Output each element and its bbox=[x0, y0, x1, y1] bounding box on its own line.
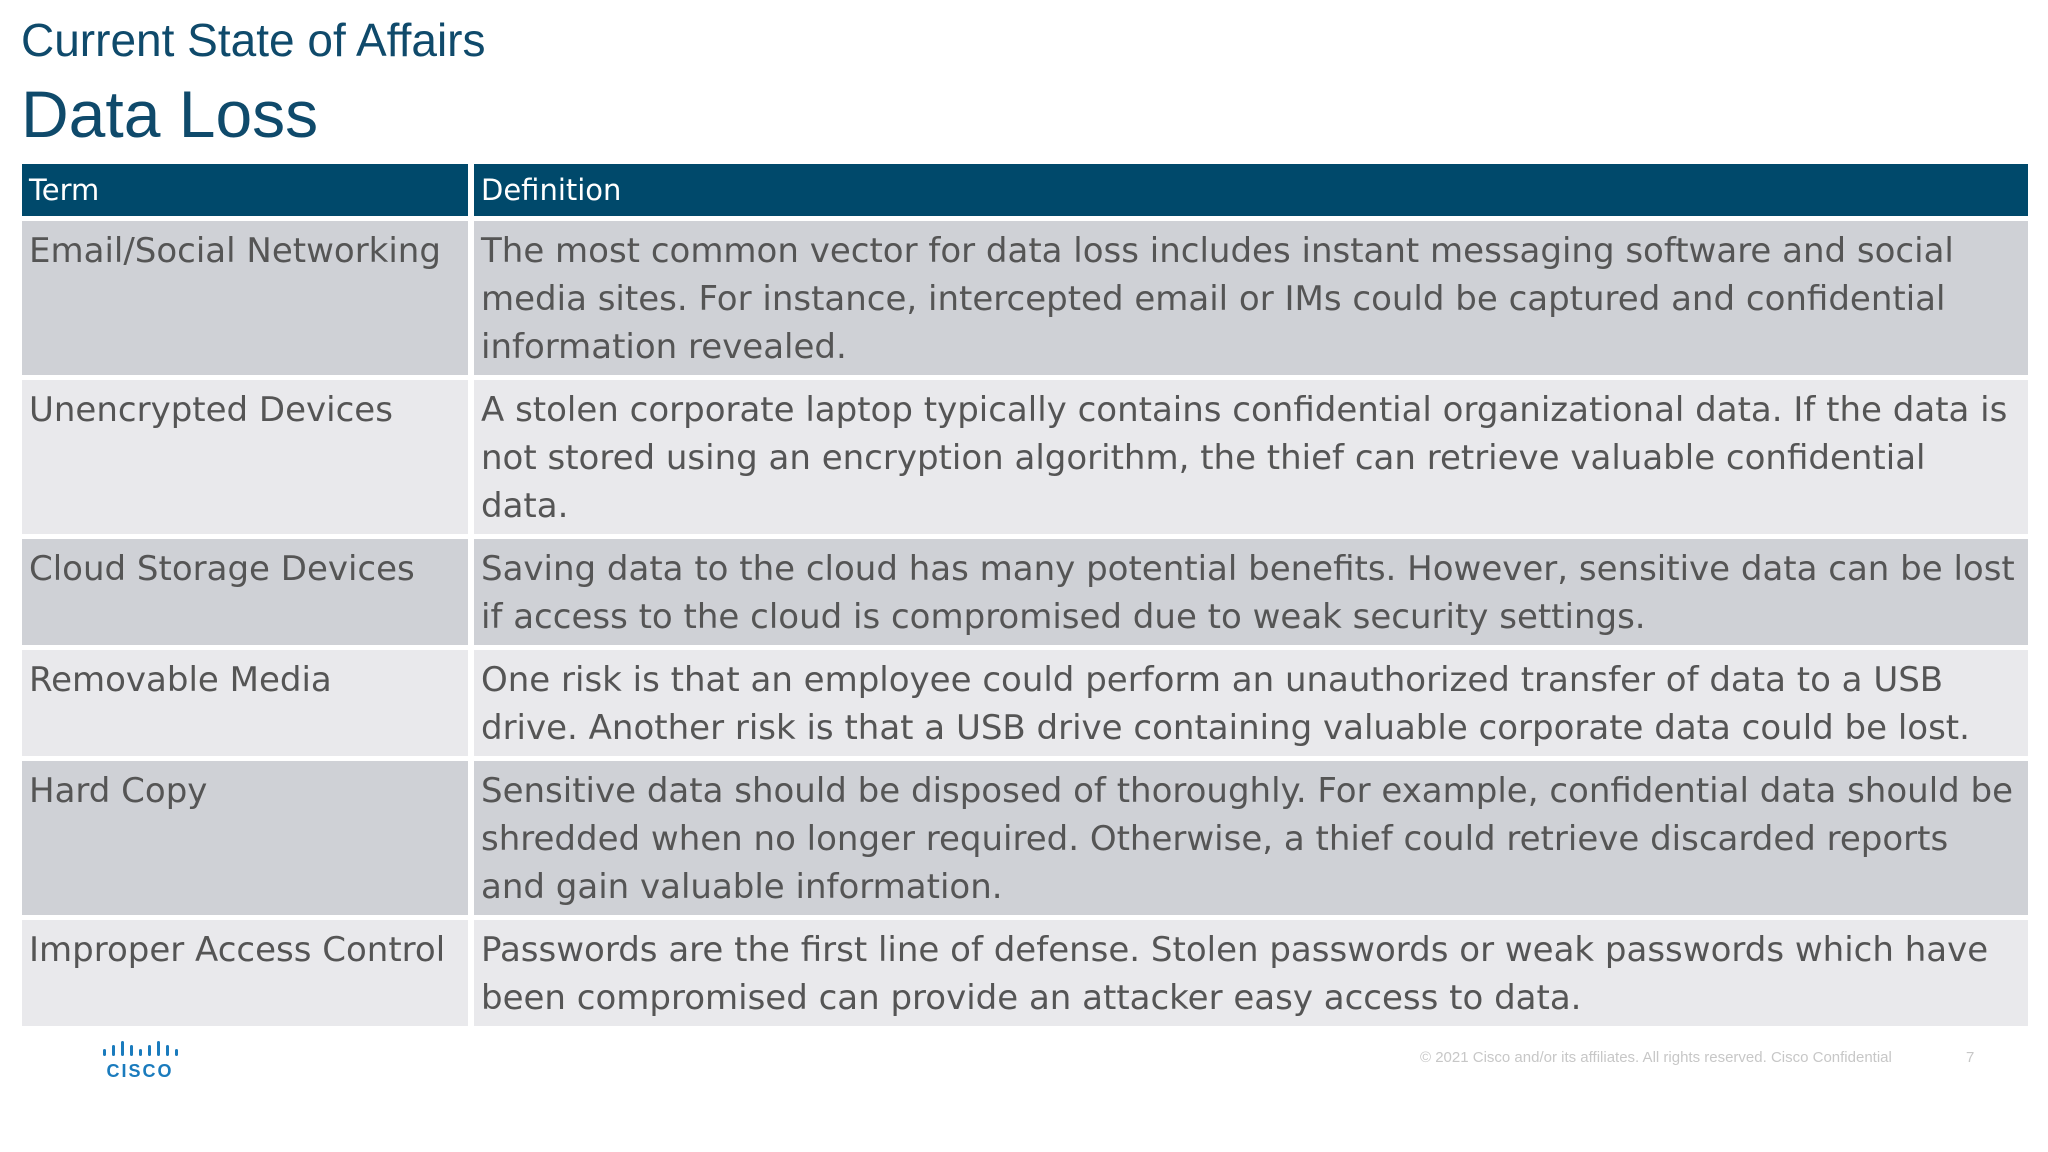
definition-cell: Passwords are the first line of defense. Stolen passwords or weak passwords which have been compromised can provide an attacker easy access to data. bbox=[474, 920, 2028, 1026]
definition-cell: Saving data to the cloud has many potential benefits. However, sensitive data can be lost if access to the cloud is compromised due to weak security settings. bbox=[474, 539, 2028, 645]
term-cell: Email/Social Networking bbox=[22, 221, 468, 375]
definition-cell: Sensitive data should be disposed of thoroughly. For example, confidential data should be shredded when no longer required. Otherwise, a thief could retrieve discarded reports and gain valuable information. bbox=[474, 761, 2028, 915]
definition-cell: One risk is that an employee could perform an unauthorized transfer of data to a USB drive. Another risk is that a USB drive containing valuable corporate data could be lost. bbox=[474, 650, 2028, 756]
term-cell: Improper Access Control bbox=[22, 920, 468, 1026]
slide-title: Data Loss bbox=[21, 77, 319, 151]
table-header-row bbox=[22, 164, 2028, 216]
cisco-logo-text: CISCO bbox=[106, 1061, 174, 1080]
table-row bbox=[22, 380, 2028, 534]
term-cell: Removable Media bbox=[22, 650, 468, 756]
table-row bbox=[22, 761, 2028, 915]
table-row bbox=[22, 221, 2028, 375]
table-row bbox=[22, 920, 2028, 1026]
footer-copyright: © 2021 Cisco and/or its affiliates. All rights reserved. Cisco Confidential bbox=[1420, 1049, 1892, 1066]
data-loss-table bbox=[22, 164, 2028, 1026]
definition-cell: The most common vector for data loss includes instant messaging software and social media sites. For instance, intercepted email or IMs could be captured and confidential information revealed. bbox=[474, 221, 2028, 375]
term-cell: Hard Copy bbox=[22, 761, 468, 915]
cisco-logo-icon bbox=[100, 1040, 190, 1080]
term-cell: Cloud Storage Devices bbox=[22, 539, 468, 645]
term-cell: Unencrypted Devices bbox=[22, 380, 468, 534]
slide-subtitle: Current State of Affairs bbox=[21, 14, 486, 66]
page-number: 7 bbox=[1966, 1049, 1975, 1066]
term-column-header: Term bbox=[22, 164, 468, 216]
table-row bbox=[22, 650, 2028, 756]
definition-cell: A stolen corporate laptop typically contains confidential organizational data. If the data is not stored using an encryption algorithm, the thief can retrieve valuable confidential data. bbox=[474, 380, 2028, 534]
definition-column-header: Definition bbox=[474, 164, 2028, 216]
table-row bbox=[22, 539, 2028, 645]
